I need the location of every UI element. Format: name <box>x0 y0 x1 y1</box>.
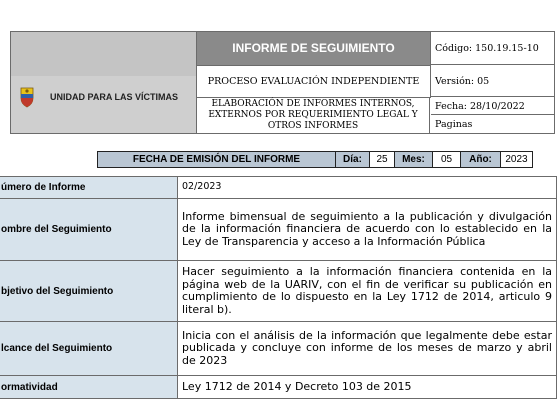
entity-name: UNIDAD PARA LAS VÍCTIMAS <box>50 92 178 102</box>
logo-cell <box>11 32 197 133</box>
month-label: Mes: <box>395 152 433 167</box>
table-row <box>0 322 557 376</box>
process-name: PROCESO EVALUACIÓN INDEPENDIENTE <box>197 66 431 98</box>
row-value-objective: Hacer seguimiento a la información financiera contenida en la página web de la UARIV, con el fin de verificar su publicación en cumplimiento de lo dispuesto en la Ley 1712 de 2014, articulo 9 literal b). <box>178 261 557 322</box>
document-date: Fecha: 28/10/2022 <box>431 98 555 115</box>
procedure-name: ELABORACIÓN DE INFORMES INTERNOS, EXTERNOS POR REQUERIMIENTO LEGAL Y OTROS INFORMES <box>197 98 430 133</box>
row-label-scope: lcance del Seguimiento <box>0 322 178 376</box>
year-label: Año: <box>461 152 501 167</box>
colombia-shield-icon <box>18 86 36 108</box>
row-label-report-number: úmero de Informe <box>0 177 178 199</box>
emission-label: FECHA DE EMISIÓN DEL INFORME <box>98 152 336 167</box>
row-value-regulations: Ley 1712 de 2014 y Decreto 103 de 2015 <box>178 376 557 399</box>
table-row <box>0 376 557 399</box>
day-value: 25 <box>370 152 395 167</box>
day-label: Día: <box>336 152 370 167</box>
document-pages: Paginas <box>435 119 473 130</box>
document-code: Código: 150.19.15-10 <box>431 32 555 65</box>
document-version: Versión: 05 <box>431 66 555 97</box>
logo-strip <box>11 32 196 76</box>
row-value-report-number: 02/2023 <box>178 177 557 199</box>
report-title: INFORME DE SEGUIMIENTO <box>197 32 431 66</box>
row-label-regulations: ormatividad <box>0 376 178 399</box>
table-row <box>0 177 557 199</box>
row-value-tracking-name: Informe bimensual de seguimiento a la publicación y divulgación de la información financiera de acuerdo con lo establecido en la Ley de Transparencia y acceso a la Información Pública <box>178 199 557 261</box>
report-details-table <box>0 176 557 399</box>
month-value: 05 <box>433 152 461 167</box>
row-label-objective: bjetivo del Seguimiento <box>0 261 178 322</box>
table-row <box>0 199 557 261</box>
emission-date-row <box>97 151 533 168</box>
document-header <box>10 31 555 134</box>
row-label-tracking-name: ombre del Seguimiento <box>0 199 178 261</box>
year-value: 2023 <box>505 154 528 165</box>
table-row <box>0 261 557 322</box>
row-value-scope: Inicia con el análisis de la información que legalmente debe estar publicada y concluye con informe de los meses de marzo y abril de 2023 <box>178 322 557 376</box>
